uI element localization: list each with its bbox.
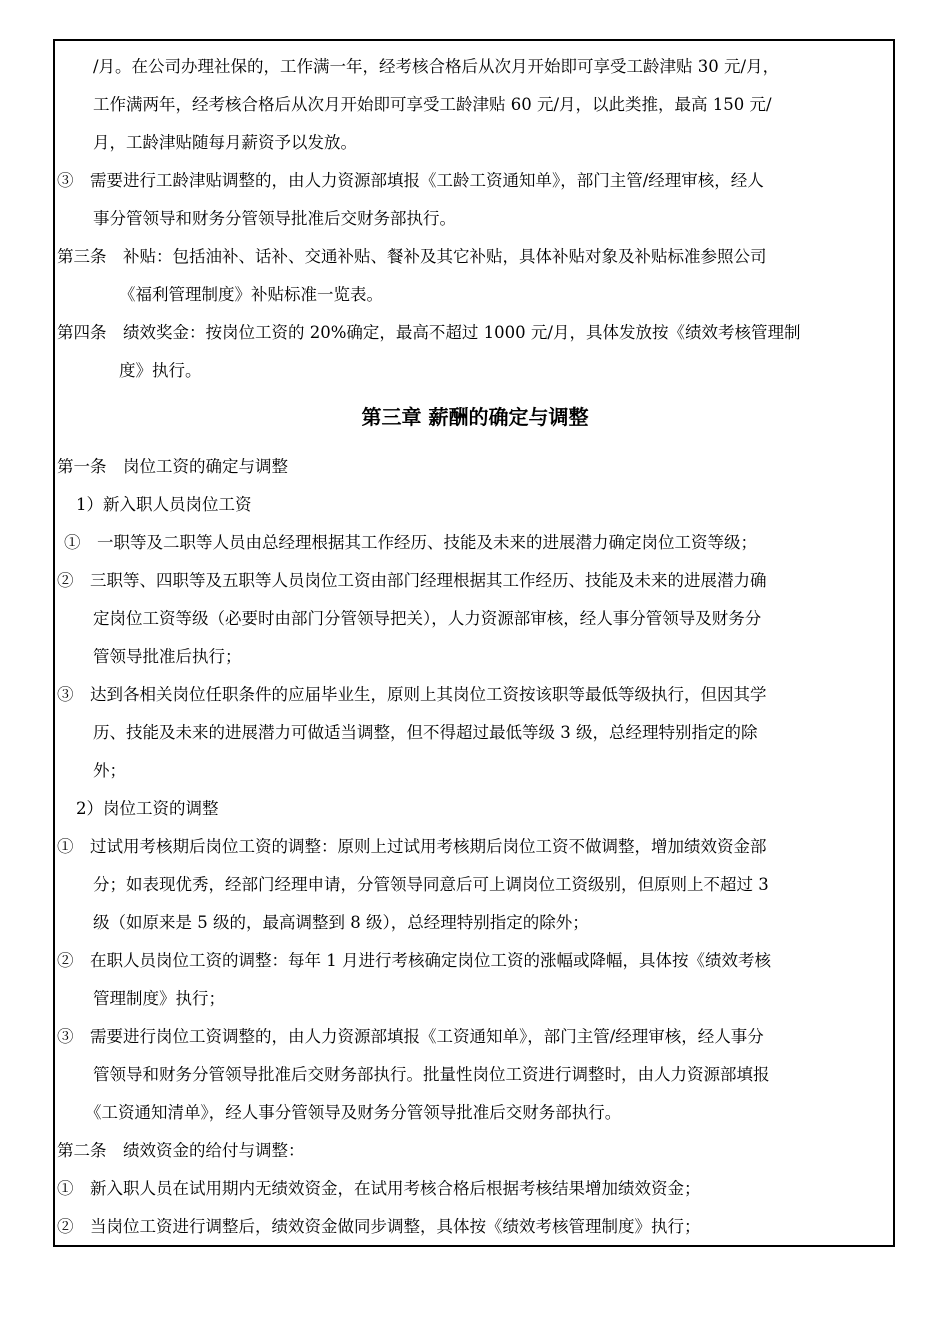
text-line: 级（如原来是 5 级的，最高调整到 8 级），总经理特别指定的除外； — [93, 913, 589, 932]
text-line: 2）岗位工资的调整 — [76, 799, 219, 818]
text-line: 第三条 补贴：包括油补、话补、交通补贴、餐补及其它补贴，具体补贴对象及补贴标准参照公司 — [57, 247, 767, 266]
text-line: 工作满两年，经考核合格后从次月开始即可享受工龄津贴 60 元/月，以此类推，最高 150 元/ — [93, 95, 772, 114]
text-line: ① 新入职人员在试用期内无绩效资金，在试用考核合格后根据考核结果增加绩效资金； — [57, 1179, 701, 1198]
text-line: 外； — [93, 761, 126, 780]
chapter-heading: 第三章 薪酬的确定与调整 — [361, 405, 589, 429]
text-line: 《福利管理制度》补贴标准一览表。 — [119, 285, 383, 304]
text-line: 管理制度》执行； — [93, 989, 225, 1008]
text-line: ③ 需要进行工龄津贴调整的，由人力资源部填报《工龄工资通知单》，部门主管/经理审核，经人 — [57, 171, 764, 190]
text-line: 第二条 绩效资金的给付与调整： — [57, 1141, 305, 1160]
text-line: ② 在职人员岗位工资的调整：每年 1 月进行考核确定岗位工资的涨幅或降幅，具体按《绩效考核 — [57, 951, 771, 970]
text-line: 历、技能及未来的进展潜力可做适当调整，但不得超过最低等级 3 级，总经理特别指定的除 — [93, 723, 758, 742]
text-line: ③ 需要进行岗位工资调整的，由人力资源部填报《工资通知单》，部门主管/经理审核，经人事分 — [57, 1027, 764, 1046]
text-line: 1）新入职人员岗位工资 — [76, 495, 252, 514]
text-line: ① 过试用考核期后岗位工资的调整：原则上过试用考核期后岗位工资不做调整，增加绩效资金部 — [57, 837, 767, 856]
text-line: 月，工龄津贴随每月薪资予以发放。 — [93, 133, 357, 152]
text-line: ③ 达到各相关岗位任职条件的应届毕业生，原则上其岗位工资按该职等最低等级执行，但因其学 — [57, 685, 767, 704]
text-line: 管领导和财务分管领导批准后交财务部执行。批量性岗位工资进行调整时，由人力资源部填报 — [93, 1065, 770, 1084]
text-line: 管领导批准后执行； — [93, 647, 242, 666]
text-line: 分；如表现优秀，经部门经理申请，分管领导同意后可上调岗位工资级别，但原则上不超过 3 — [93, 875, 769, 894]
text-line: 定岗位工资等级（必要时由部门分管领导把关），人力资源部审核，经人事分管领导及财务分 — [93, 609, 762, 628]
text-line: 度》执行。 — [119, 361, 202, 380]
text-line: 事分管领导和财务分管领导批准后交财务部执行。 — [93, 209, 456, 228]
text-line: 第一条 岗位工资的确定与调整 — [57, 457, 288, 476]
text-line: ② 三职等、四职等及五职等人员岗位工资由部门经理根据其工作经历、技能及未来的进展潜力确 — [57, 571, 767, 590]
text-line: 《工资通知清单》，经人事分管领导及财务分管领导批准后交财务部执行。 — [85, 1103, 622, 1122]
text-line: /月。在公司办理社保的，工作满一年，经考核合格后从次月开始即可享受工龄津贴 30 元/月， — [93, 57, 780, 76]
text-line: ① 一职等及二职等人员由总经理根据其工作经历、技能及未来的进展潜力确定岗位工资等级； — [64, 533, 757, 552]
text-line: 第四条 绩效奖金：按岗位工资的 20%确定，最高不超过 1000 元/月，具体发放按《绩效考核管理制 — [57, 323, 801, 342]
text-line: ② 当岗位工资进行调整后，绩效资金做同步调整，具体按《绩效考核管理制度》执行； — [57, 1217, 701, 1236]
